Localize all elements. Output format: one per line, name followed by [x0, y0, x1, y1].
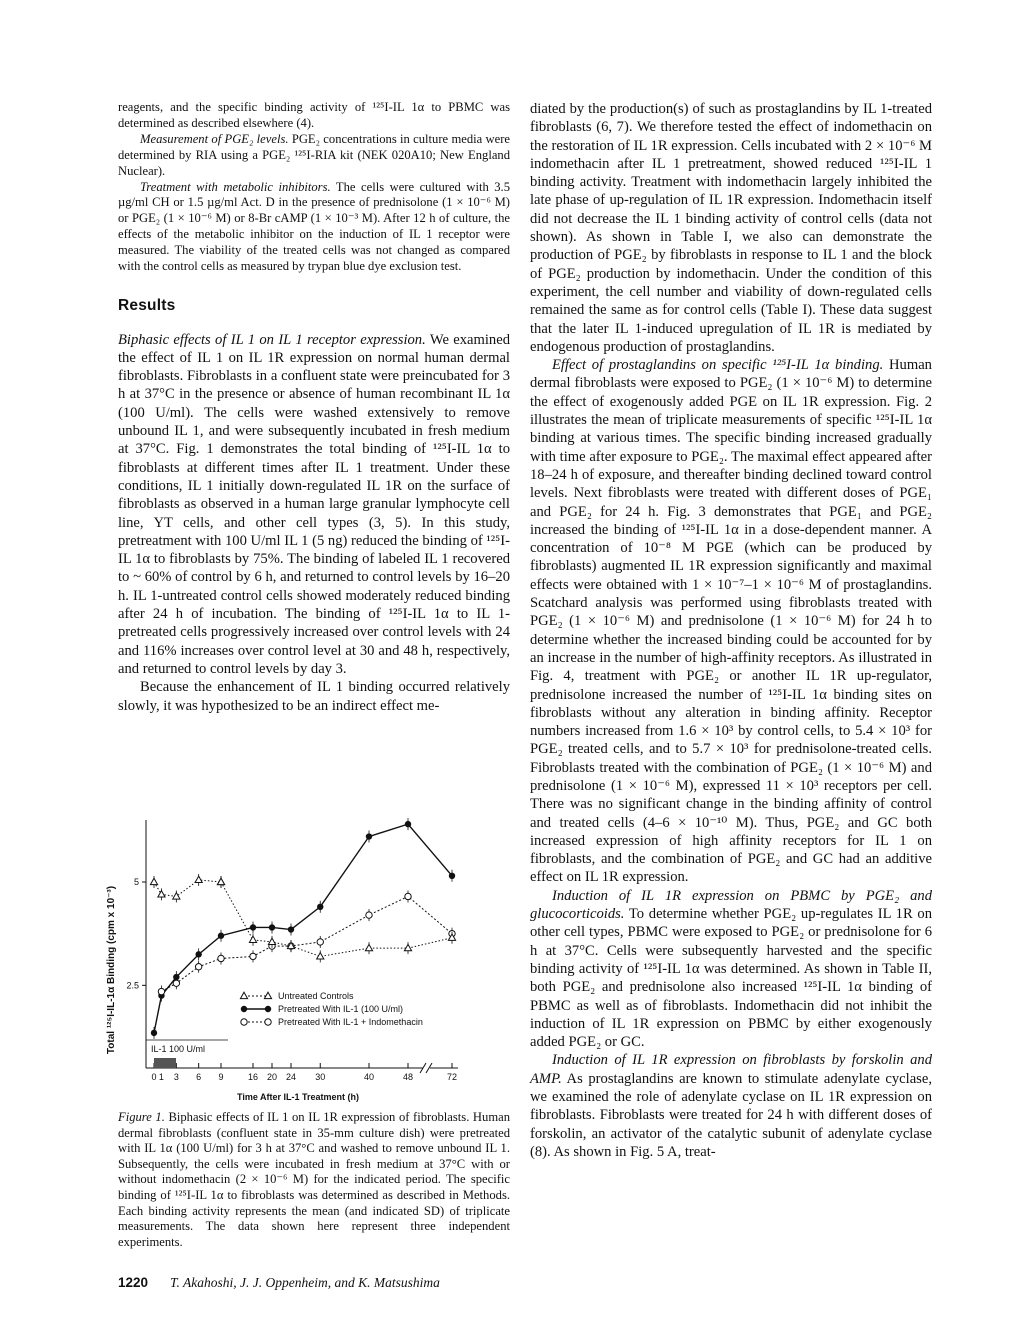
x-tick-label: 72: [446, 1072, 458, 1082]
paragraph-text: The cells were cultured with 3.5 µg/ml CH or 1.5 µg/ml Act. D in the presence of prednisolone (1 × 10⁻⁶ M) or PGE₂ (1 × 10⁻⁶ M) or 8-Br cAMP (1 × 10⁻³ M). After 12 h of culture, the effects of the metabolic inhibitor on the induction of IL 1 receptor were measured. The viability of the treated cells was not changed as compared with the control cells as measured by trypan blue dye exclusion test.: [118, 179, 510, 274]
caption-text: Biphasic effects of IL 1 on IL 1R expression of fibroblasts. Human dermal fibroblasts (confluent state in 35-mm culture dish) were pretreated with IL 1α (100 U/ml) for 3 h at 37°C and washed to remove unbound IL 1. Subsequently, the cells were incubated in fresh medium at 37°C with or without indomethacin (2 × 10⁻⁶ M) for the indicated period. The specific binding of ¹²⁵I-IL 1α to fibroblasts was determined as described in Methods. Each binding activity represents the mean (and indicated SD) of triplicate measurements. The data shown here represent three independent experiments.: [118, 1110, 511, 1249]
x-tick-label: 0: [151, 1072, 157, 1082]
chart-legend: [240, 991, 422, 1027]
series-line: [154, 880, 221, 897]
legend-label: Pretreated With IL-1 + Indomethacin: [278, 1017, 423, 1027]
x-tick-label: 16: [247, 1072, 259, 1082]
data-point: [158, 891, 165, 897]
data-point: [404, 944, 411, 950]
paragraph-text: To determine whether PGE₂ up-regulates IL 1R on other cell types, PBMC were exposed to PGE₂ or prednisolone for 6 h at 37°C. Cells were subsequently harvested and the specific binding activity of ¹²⁵I-IL 1α was determined. As shown in Table II, both PGE₂ and prednisolone also increased ¹²⁵I-IL 1α binding of PBMC as well as of fibroblasts. Indomethacin did not inhibit the induction of IL 1R expression on PBMC by either exogenously added PGE₂ or GC.: [530, 906, 932, 1051]
series-line: [221, 882, 452, 956]
x-tick-label: 1: [158, 1072, 164, 1082]
data-point: [250, 924, 256, 930]
body-paragraph: [530, 887, 932, 1052]
legend-marker: [265, 1019, 271, 1025]
data-point: [268, 938, 275, 944]
legend-label: Pretreated With IL-1 (100 U/ml): [278, 1004, 404, 1014]
legend-marker: [240, 992, 247, 998]
paragraph-text: Human dermal fibroblasts were exposed to PGE₂ (1 × 10⁻⁶ M) to determine the effect of exogenously added PGE on IL 1R expression. Fig. 2 illustrates the mean of triplicate measurements of specific ¹²⁵I-IL 1α binding at various times. The specific binding increased gradually with time after exposure to PGE₂. The maximal effect appeared after 18–24 h of exposure, and thereafter binding declined toward control levels. Next fibroblasts were treated with different doses of PGE₁ and PGE₂ for 24 h. Fig. 3 demonstrates that PGE₁ and PGE₂ increased the binding of ¹²⁵I-IL 1α in a dose-dependent manner. A concentration of 10⁻⁸ M PGE (which can be produced by fibroblasts) augmented IL 1R expression significantly and maximal effects were obtained with 1 × 10⁻⁷–1 × 10⁻⁶ M of prostaglandins. Scatchard analysis was performed using fibroblasts treated with PGE₂ (1 × 10⁻⁶ M) and prednisolone (1 × 10⁻⁶ M) for 24 h to determine whether the increased binding could be accounted for by an increase in the number of high-affinity receptors. As illustrated in Fig. 4, treatment with PGE₂ or another IL 1R up-regulator, prednisolone increased the number of ¹²⁵I-IL 1α binding sites on fibroblasts without any alteration in binding affinity. Receptor numbers increased from 1.6 × 10³ by control cells, to 5.4 × 10³ for PGE₂ treated cells, and to 5.7 × 10³ for prednisolone-treated cells. Fibroblasts treated with the combination of PGE₂ (1 × 10⁻⁶ M) and prednisolone (1 × 10⁻⁶ M), expressed 11 × 10³ receptors per cell. There was no significant change in the binding affinity of control and treated cells (4–6 × 10⁻¹⁰ M). Thus, PGE₂ and GC both increased expression of high affinity receptors for IL 1 on fibroblasts, and the combination of PGE₂ and GC had an additive effect on IL 1R expression.: [530, 357, 932, 886]
data-point: [317, 904, 323, 910]
methods-paragraph: reagents, and the specific binding activity of ¹²⁵I-IL 1α to PBMC was determined as described elsewhere (4).: [118, 100, 510, 130]
x-tick-label: 24: [285, 1072, 297, 1082]
data-point: [288, 926, 294, 932]
page-footer: [118, 1275, 440, 1291]
legend-marker: [264, 992, 271, 998]
data-point: [218, 955, 224, 961]
right-column: [530, 100, 932, 1161]
data-point: [249, 936, 256, 942]
x-tick-label: 6: [196, 1072, 202, 1082]
x-tick-label: 9: [218, 1072, 224, 1082]
results-heading: Results: [118, 296, 176, 314]
data-point: [449, 873, 455, 879]
caption-label: Figure 1.: [118, 1110, 165, 1124]
paragraph-text: We examined the effect of IL 1 on IL 1R expression on normal human dermal fibroblasts. Fibroblasts in a confluent state were preincubated for 3 h at 37°C in the presence or absence of human recombinant IL 1α (100 U/ml). The cells were washed extensively to remove unbound IL 1, and were subsequently incubated in fresh medium at 37°C. Fig. 1 demonstrates the total binding of ¹²⁵I-IL 1α to fibroblasts at different times after IL 1 treatment. Under these conditions, IL 1 initially down-regulated IL 1R on the surface of fibroblasts as observed in a human large granular lymphocyte cell line, YT cells, and other cell types (3, 5). In this study, pretreatment with 100 U/ml IL 1 (5 ng) reduced the binding of ¹²⁵I-IL 1α to fibroblasts by 75%. The binding of labeled IL 1 recovered to ~ 60% of control by 6 h, and returned to control levels by 16–20 h. IL 1-untreated control cells showed moderately reduced binding after 24 h of incubation. The binding of ¹²⁵I-IL 1α to IL 1-pretreated cells progressively increased over control levels with 24 and 116% increases over control level at 30 and 48 h, respectively, and returned to control levels by day 3.: [118, 331, 510, 677]
data-point: [269, 924, 275, 930]
data-point: [317, 939, 323, 945]
legend-label: Untreated Controls: [278, 991, 354, 1001]
data-point: [218, 933, 224, 939]
results-paragraph: Because the enhancement of IL 1 binding occurred relatively slowly, it was hypothesized to be an indirect effect me-: [118, 679, 510, 714]
data-point: [405, 893, 411, 899]
data-point: [365, 944, 372, 950]
pretreatment-bar: [154, 1058, 176, 1068]
figure-caption: [118, 1110, 510, 1250]
x-tick-label: 30: [315, 1072, 326, 1082]
figure-1-chart: [106, 810, 510, 1110]
data-point: [405, 821, 411, 827]
methods-paragraph: [118, 132, 510, 180]
data-point: [195, 964, 201, 970]
y-axis-label: Total ¹²⁵I-IL-1α Binding (cpm x 10⁻³): [106, 885, 117, 1055]
x-axis-label: Time After IL-1 Treatment (h): [236, 1092, 360, 1102]
y-tick-label: 5: [133, 877, 139, 887]
running-authors: T. Akahoshi, J. J. Oppenheim, and K. Matsushima: [170, 1275, 440, 1290]
data-point: [366, 912, 372, 918]
methods-paragraph: [118, 180, 510, 275]
series-line: [154, 824, 452, 1033]
legend-marker: [265, 1006, 271, 1012]
data-point: [195, 876, 202, 882]
page-number: 1220: [118, 1275, 149, 1290]
data-point: [250, 953, 256, 959]
pretreatment-label: IL-1 100 U/ml: [151, 1044, 206, 1054]
data-point: [173, 893, 180, 899]
x-tick-label: 40: [363, 1072, 375, 1082]
data-point: [195, 951, 201, 957]
data-point: [158, 988, 164, 994]
paragraph-runin-title: Treatment with metabolic inhibitors.: [140, 179, 331, 194]
paragraph-runin-title: Effect of prostaglandins on specific ¹²⁵I-IL 1α binding.: [552, 357, 884, 374]
series-line: [161, 896, 452, 991]
left-column: [118, 100, 510, 715]
x-tick-label: 3: [173, 1072, 179, 1082]
body-paragraph: [530, 1051, 932, 1161]
x-tick-label: 48: [402, 1072, 414, 1082]
results-paragraph: [118, 331, 510, 679]
legend-marker: [241, 1019, 247, 1025]
data-point: [366, 833, 372, 839]
data-point: [151, 1030, 157, 1036]
legend-marker: [241, 1006, 247, 1012]
x-tick-label: 20: [266, 1072, 278, 1082]
data-point: [150, 878, 157, 884]
paragraph-text: As prostaglandins are known to stimulate adenylate cyclase, we examined the role of adenylate cyclase on IL 1R expression on fibroblasts. Fibroblasts were treated for 24 h with different doses of forskolin, an activator of the catalytic subunit of adenylate cyclase (8). As shown in Fig. 5 A, treat-: [530, 1070, 932, 1160]
paragraph-runin-title: Induction of IL 1R expression on fibroblasts by forskolin and AMP.: [530, 1052, 932, 1087]
paragraph-runin-title: Induction of IL 1R expression on PBMC by PGE₂ and glucocorticoids.: [530, 887, 932, 923]
paragraph-runin-title: Measurement of PGE₂ levels.: [140, 131, 289, 146]
y-tick-label: 2.5: [126, 980, 139, 991]
body-paragraph: [530, 356, 932, 887]
data-point: [173, 980, 179, 986]
paragraph-text: PGE₂ concentrations in culture media were determined by RIA using a PGE₂ ¹²⁵I-RIA kit (NEK 020A10; New England Nuclear).: [118, 131, 510, 178]
paragraph-runin-title: Biphasic effects of IL 1 on IL 1 receptor expression.: [118, 331, 426, 348]
body-paragraph: diated by the production(s) of such as prostaglandins by IL 1-treated fibroblasts (6, 7). We therefore tested the effect of indomethacin on the restoration of IL 1R expression. Cells incubated with 2 × 10⁻⁶ M indomethacin after IL 1 pretreatment, showed reduced ¹²⁵I-IL 1 binding activity. Treatment with indomethacin largely inhibited the late phase of up-regulation of IL 1R expression. Indomethacin itself did not decrease the IL 1 binding activity of control cells (data not shown). As shown in Table I, we also can demonstrate the production of PGE₂ by fibroblasts in response to IL 1 and the block of PGE₂ production by indomethacin. Under the condition of this experiment, the cell number and viability of down-regulated cells remained the same as for control cells (Table I). These data suggest that the later IL 1-induced upregulation of IL 1R is mediated by endogenous production of prostaglandins.: [530, 101, 932, 355]
